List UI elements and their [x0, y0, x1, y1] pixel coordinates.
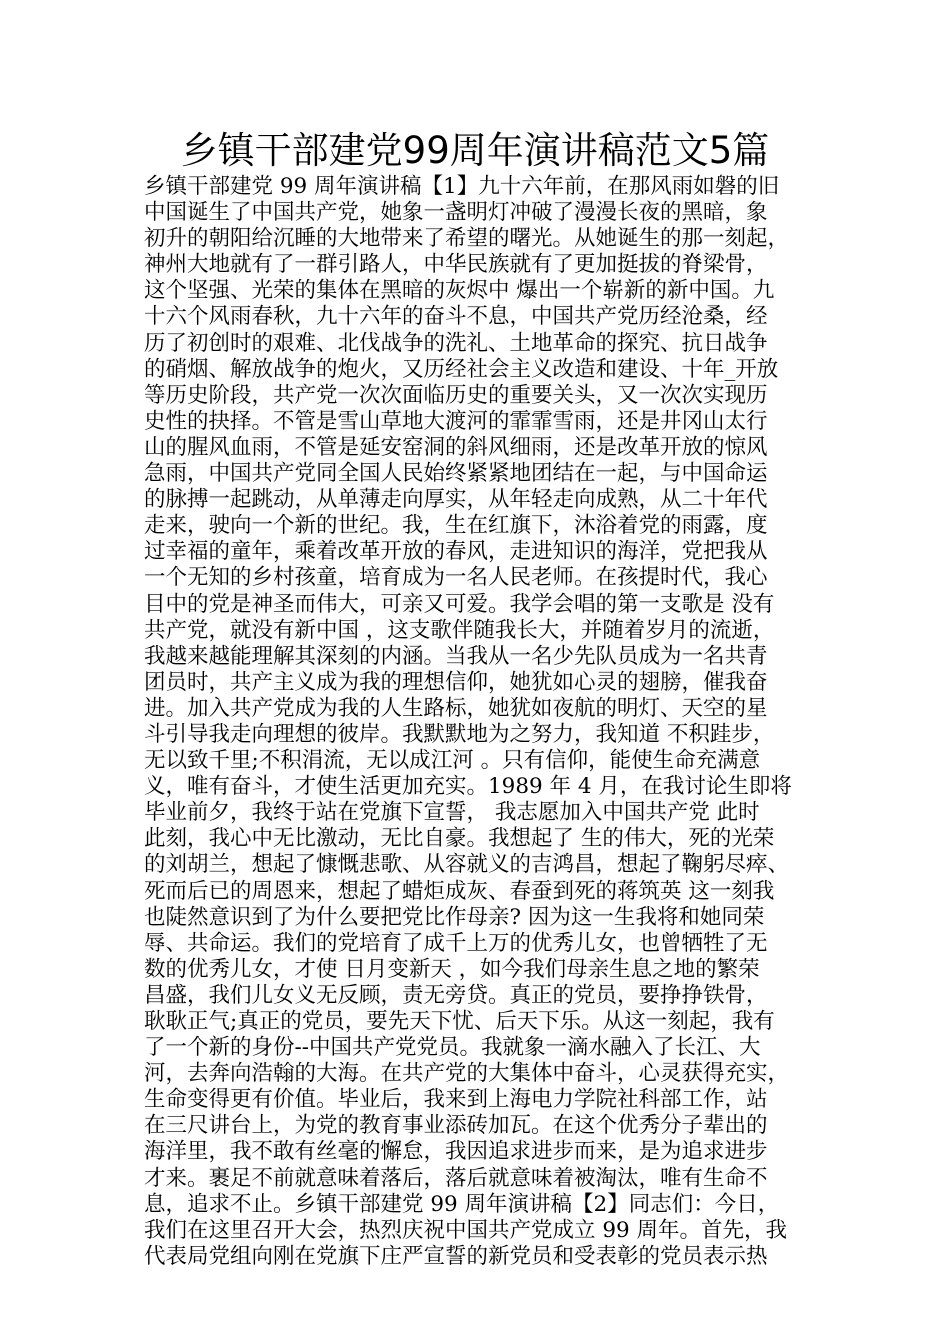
document-title: 乡镇干部建党99周年演讲稿范文5篇	[180, 129, 770, 172]
body-line: 代表局党组向刚在党旗下庄严宣誓的新党员和受表彰的党员表示热	[144, 1243, 768, 1269]
body-line: 的脉搏一起跳动，从单薄走向厚实，从年轻走向成熟，从二十年代	[144, 487, 768, 513]
body-line: 神州大地就有了一群引路人，中华民族就有了更加挺拔的脊梁骨，	[144, 252, 768, 278]
body-line: 耿耿正气;真正的党员，要先天下忧、后天下乐。从这一刻起，我有	[144, 1009, 775, 1034]
body-line: 的刘胡兰，想起了慷慨悲歌、从容就义的吉鸿昌，想起了鞠躬尽瘁、	[144, 852, 790, 878]
body-line: 斗引导我走向理想的彼岸。我默默地为之努力，我知道 不积跬步，	[144, 721, 775, 747]
body-line: 进。加入共产党成为我的人生路标，她犹如夜航的明灯、天空的星	[144, 695, 768, 721]
body-line: 我越来越能理解其深刻的内涵。当我从一名少先队员成为一名共青	[144, 643, 768, 669]
body-line: 此刻，我心中无比激动，无比自豪。我想起了 生的伟大，死的光荣	[144, 826, 775, 852]
body-line: 息，追求不止。乡镇干部建党 99 周年演讲稿【2】同志们：今日，	[144, 1191, 780, 1217]
body-line: 过幸福的童年，乘着改革开放的春风，走进知识的海洋，党把我从	[144, 539, 768, 565]
body-line: 了一个新的身份--中国共产党党员。我就象一滴水融入了长江、大	[144, 1035, 761, 1061]
body-line: 山的腥风血雨，不管是延安窑洞的斜风细雨，还是改革开放的惊风	[144, 434, 768, 460]
document-body	[144, 174, 816, 1270]
body-line: 的硝烟、解放战争的炮火，又历经社会主义改造和建设、十年_开放	[144, 356, 779, 382]
body-line: 我们在这里召开大会，热烈庆祝中国共产党成立 99 周年。首先，我	[144, 1217, 788, 1243]
body-line: 初升的朝阳给沉睡的大地带来了希望的曙光。从她诞生的那一刻起，	[144, 226, 790, 252]
body-line: 也陡然意识到了为什么要把党比作母亲? 因为这一生我将和她同荣	[144, 904, 765, 930]
body-line: 生命变得更有价值。毕业后，我来到上海电力学院社科部工作，站	[144, 1087, 768, 1113]
body-line: 乡镇干部建党 99 周年演讲稿【1】九十六年前，在那风雨如磐的旧	[144, 174, 780, 199]
body-line: 急雨，中国共产党同全国人民始终紧紧地团结在一起，与中国命运	[144, 461, 768, 487]
body-line: 义，唯有奋斗，才使生活更加充实。1989 年 4 月，在我讨论生即将	[144, 774, 792, 800]
body-line: 数的优秀儿女，才使 日月变新天 ，如今我们母亲生息之地的繁荣	[144, 956, 760, 982]
body-line: 在三尺讲台上，为党的教育事业添砖加瓦。在这个优秀分子辈出的	[144, 1113, 768, 1139]
body-line: 毕业前夕，我终于站在党旗下宣誓， 我志愿加入中国共产党 此时	[144, 800, 760, 826]
body-line: 死而后已的周恩来，想起了蜡炬成灰、春蚕到死的蒋筑英 这一刻我	[144, 878, 775, 904]
body-line: 河，去奔向浩翰的大海。在共产党的大集体中奋斗，心灵获得充实，	[144, 1061, 790, 1087]
body-line: 十六个风雨春秋，九十六年的奋斗不息，中国共产党历经沧桑，经	[144, 304, 768, 330]
body-line: 海洋里，我不敢有丝毫的懈怠，我因追求进步而来，是为追求进步	[144, 1139, 768, 1165]
body-line: 历了初创时的艰难、北伐战争的洗礼、土地革命的探究、抗日战争	[144, 330, 768, 356]
body-line: 才来。裹足不前就意味着落后，落后就意味着被淘汰，唯有生命不	[144, 1165, 768, 1191]
body-line: 这个坚强、光荣的集体在黑暗的灰烬中 爆出一个崭新的新中国。九	[144, 278, 775, 304]
body-line: 中国诞生了中国共产党，她象一盏明灯冲破了漫漫长夜的黑暗，象	[144, 200, 768, 226]
body-line: 史性的抉择。不管是雪山草地大渡河的霏霏雪雨，还是井冈山太行	[144, 408, 768, 434]
body-line: 走来，驶向一个新的世纪。我，生在红旗下，沐浴着党的雨露，度	[144, 513, 768, 539]
body-line: 无以致千里;不积涓流，无以成江河 。只有信仰，能使生命充满意	[144, 748, 761, 774]
body-line: 团员时，共产主义成为我的理想信仰，她犹如心灵的翅膀，催我奋	[144, 669, 768, 695]
body-line: 辱、共命运。我们的党培育了成千上万的优秀儿女，也曾牺牲了无	[144, 930, 768, 956]
body-line: 目中的党是神圣而伟大，可亲又可爱。我学会唱的第一支歌是 没有	[144, 591, 775, 617]
body-line: 昌盛，我们儿女义无反顾，责无旁贷。真正的党员，要挣挣铁骨，	[144, 982, 768, 1008]
body-line: 共产党，就没有新中国 ，这支歌伴随我长大，并随着岁月的流逝，	[144, 617, 775, 643]
body-line: 等历史阶段，共产党一次次面临历史的重要关头，又一次次实现历	[144, 382, 768, 408]
body-line: 一个无知的乡村孩童，培育成为一名人民老师。在孩提时代，我心	[144, 565, 768, 591]
